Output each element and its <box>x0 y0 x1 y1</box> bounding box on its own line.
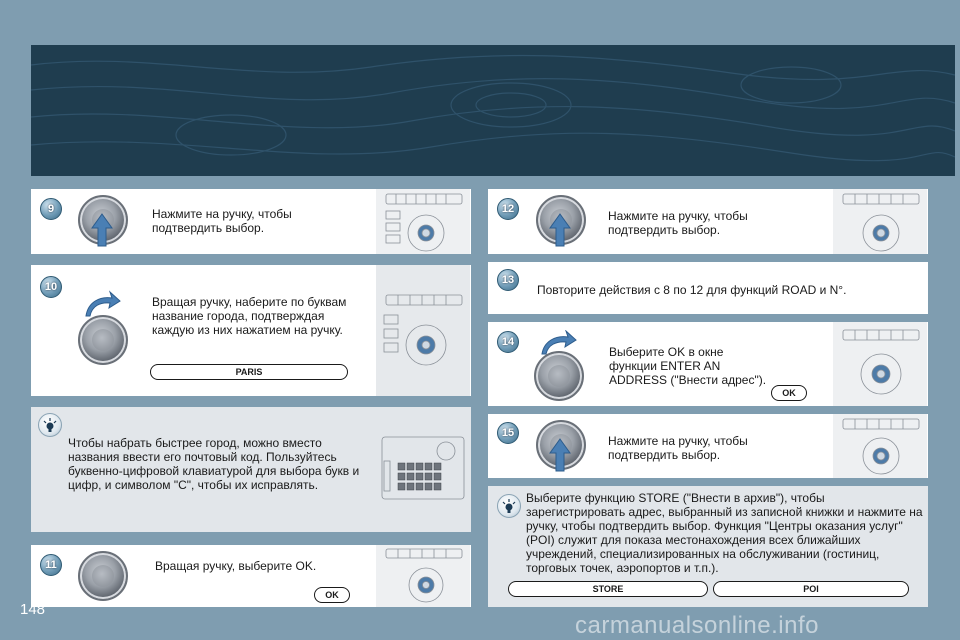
tip-1-text: Чтобы набрать быстрее город, можно вместо названия ввести его почтовый код. Пользуйтесь буквенно-цифровой клавиатурой для выбора букв и цифр, и символом "C", чтобы их исправлять. <box>68 436 360 492</box>
step-15-text: Нажмите на ручку, чтобы подтвердить выбор. <box>608 434 748 462</box>
step-number: 9 <box>47 203 55 215</box>
step-12-text: Нажмите на ручку, чтобы подтвердить выбор. <box>608 209 748 237</box>
step-number: 13 <box>501 274 515 286</box>
control-panel-thumbnail <box>376 189 470 254</box>
push-arrow-icon <box>548 437 572 473</box>
step-10-badge <box>40 276 62 298</box>
step-13-text: Повторите действия с 8 по 12 для функций ROAD и N°. <box>537 283 847 297</box>
paris-entry-field: PARIS <box>150 364 348 380</box>
step-11-badge <box>40 554 62 576</box>
watermark: carmanualsonline.info <box>575 612 819 639</box>
keypad-thumbnail <box>376 407 470 532</box>
step-number: 10 <box>44 281 58 293</box>
ok-button-image: OK <box>314 587 350 603</box>
step-number: 12 <box>501 203 515 215</box>
poi-button-image: POI <box>713 581 909 597</box>
topographic-pattern <box>31 45 955 176</box>
step-number: 15 <box>501 427 515 439</box>
page-number: 148 <box>20 601 46 618</box>
control-panel-thumbnail <box>376 265 470 396</box>
store-button-image: STORE <box>508 581 708 597</box>
ok-button-image: OK <box>771 385 807 401</box>
step-13-badge <box>497 269 519 291</box>
step-9-badge <box>40 198 62 220</box>
bulb-tip-icon <box>38 413 62 437</box>
step-number: 11 <box>45 559 57 571</box>
step-number: 14 <box>501 336 515 348</box>
knob-rotate-icon <box>78 551 128 601</box>
control-panel-thumbnail <box>833 414 927 478</box>
knob-rotate-icon <box>534 351 584 401</box>
control-panel-thumbnail <box>376 545 470 607</box>
push-arrow-icon <box>548 212 572 248</box>
control-panel-thumbnail <box>833 189 927 254</box>
step-14-text: Выберите OK в окне функции ENTER AN ADDRESS ("Внести адрес"). <box>609 345 767 387</box>
bulb-tip-icon <box>497 494 521 518</box>
knob-rotate-icon <box>78 315 128 365</box>
header-banner <box>31 45 955 176</box>
control-panel-thumbnail <box>833 322 927 406</box>
step-14-badge <box>497 331 519 353</box>
tip-2-text: Выберите функцию STORE ("Внести в архив"), чтобы зарегистрировать адрес, выбранный из записной книжки и нажмите на ручку, чтобы подтвердить выбор. Функция "Центры оказания услуг" (POI) служит для показа местонахождения всех ближайших учреждений, специализированных на обслуживании (гостиниц, торговых точек, аэропортов и т.п.). <box>526 491 923 575</box>
step-12-badge <box>497 198 519 220</box>
step-10-text: Вращая ручку, наберите по буквам название города, подтверждая каждую из них нажатием на ручку. <box>152 295 347 337</box>
step-15-badge <box>497 422 519 444</box>
push-arrow-icon <box>90 212 114 248</box>
step-9-text: Нажмите на ручку, чтобы подтвердить выбор. <box>152 207 292 235</box>
step-11-text: Вращая ручку, выберите OK. <box>155 559 317 573</box>
